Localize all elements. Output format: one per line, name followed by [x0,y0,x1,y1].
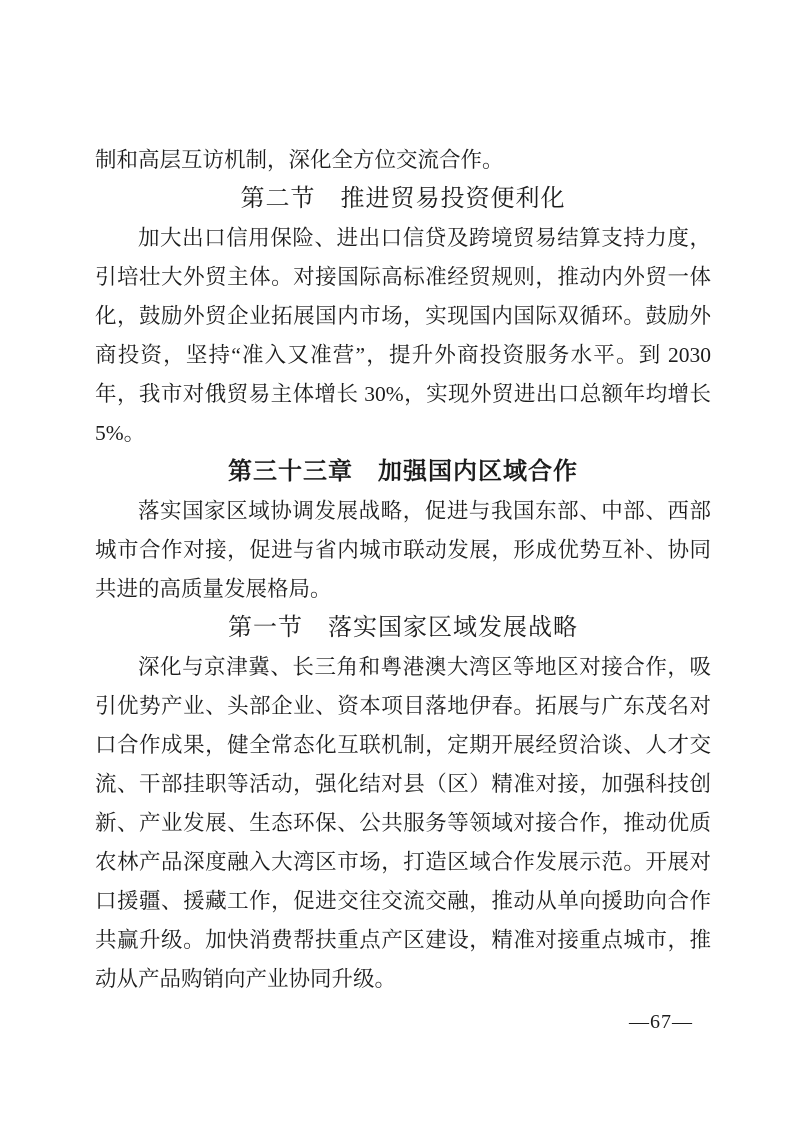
body-line: 落实国家区域协调发展战略，促进与我国东部、中部、西部 [138,499,711,523]
page-body [95,141,711,999]
body-line: 共赢升级。加快消费帮扶重点产区建设，精准对接重点城市，推 [95,928,711,952]
body-line: 商投资，坚持“准入又准营”，提升外商投资服务水平。到 2030 [95,343,711,367]
body-line: 年，我市对俄贸易主体增长 30%，实现外贸进出口总额年均增长 [95,382,711,406]
section-1-heading: 第一节 落实国家区域发展战略 [228,615,578,641]
chapter-33-heading: 第三十三章 加强国内区域合作 [228,459,578,485]
body-line: 制和高层互访机制，深化全方位交流合作。 [95,148,504,172]
body-line: 口援疆、援藏工作，促进交往交流交融，推动从单向援助向合作 [95,889,711,913]
body-line: 口合作成果，健全常态化互联机制，定期开展经贸洽谈、人才交 [95,733,711,757]
page-number: —67— [629,1011,693,1033]
section-2-heading: 第二节 推进贸易投资便利化 [240,186,566,212]
body-line: 5%。 [95,421,146,445]
body-line: 引优势产业、头部企业、资本项目落地伊春。拓展与广东茂名对 [95,694,711,718]
body-line: 化，鼓励外贸企业拓展国内市场，实现国内国际双循环。鼓励外 [95,304,711,328]
body-line: 流、干部挂职等活动，强化结对县（区）精准对接，加强科技创 [95,772,711,796]
body-line: 城市合作对接，促进与省内城市联动发展，形成优势互补、协同 [95,538,711,562]
body-line: 深化与京津冀、长三角和粤港澳大湾区等地区对接合作，吸 [138,655,711,679]
body-line: 新、产业发展、生态环保、公共服务等领域对接合作，推动优质 [95,811,711,835]
body-line: 引培壮大外贸主体。对接国际高标准经贸规则，推动内外贸一体 [95,265,711,289]
body-line: 动从产品购销向产业协同升级。 [95,967,397,991]
body-line: 农林产品深度融入大湾区市场，打造区域合作发展示范。开展对 [95,850,711,874]
body-line: 加大出口信用保险、进出口信贷及跨境贸易结算支持力度， [138,226,711,250]
body-line: 共进的高质量发展格局。 [95,577,332,601]
